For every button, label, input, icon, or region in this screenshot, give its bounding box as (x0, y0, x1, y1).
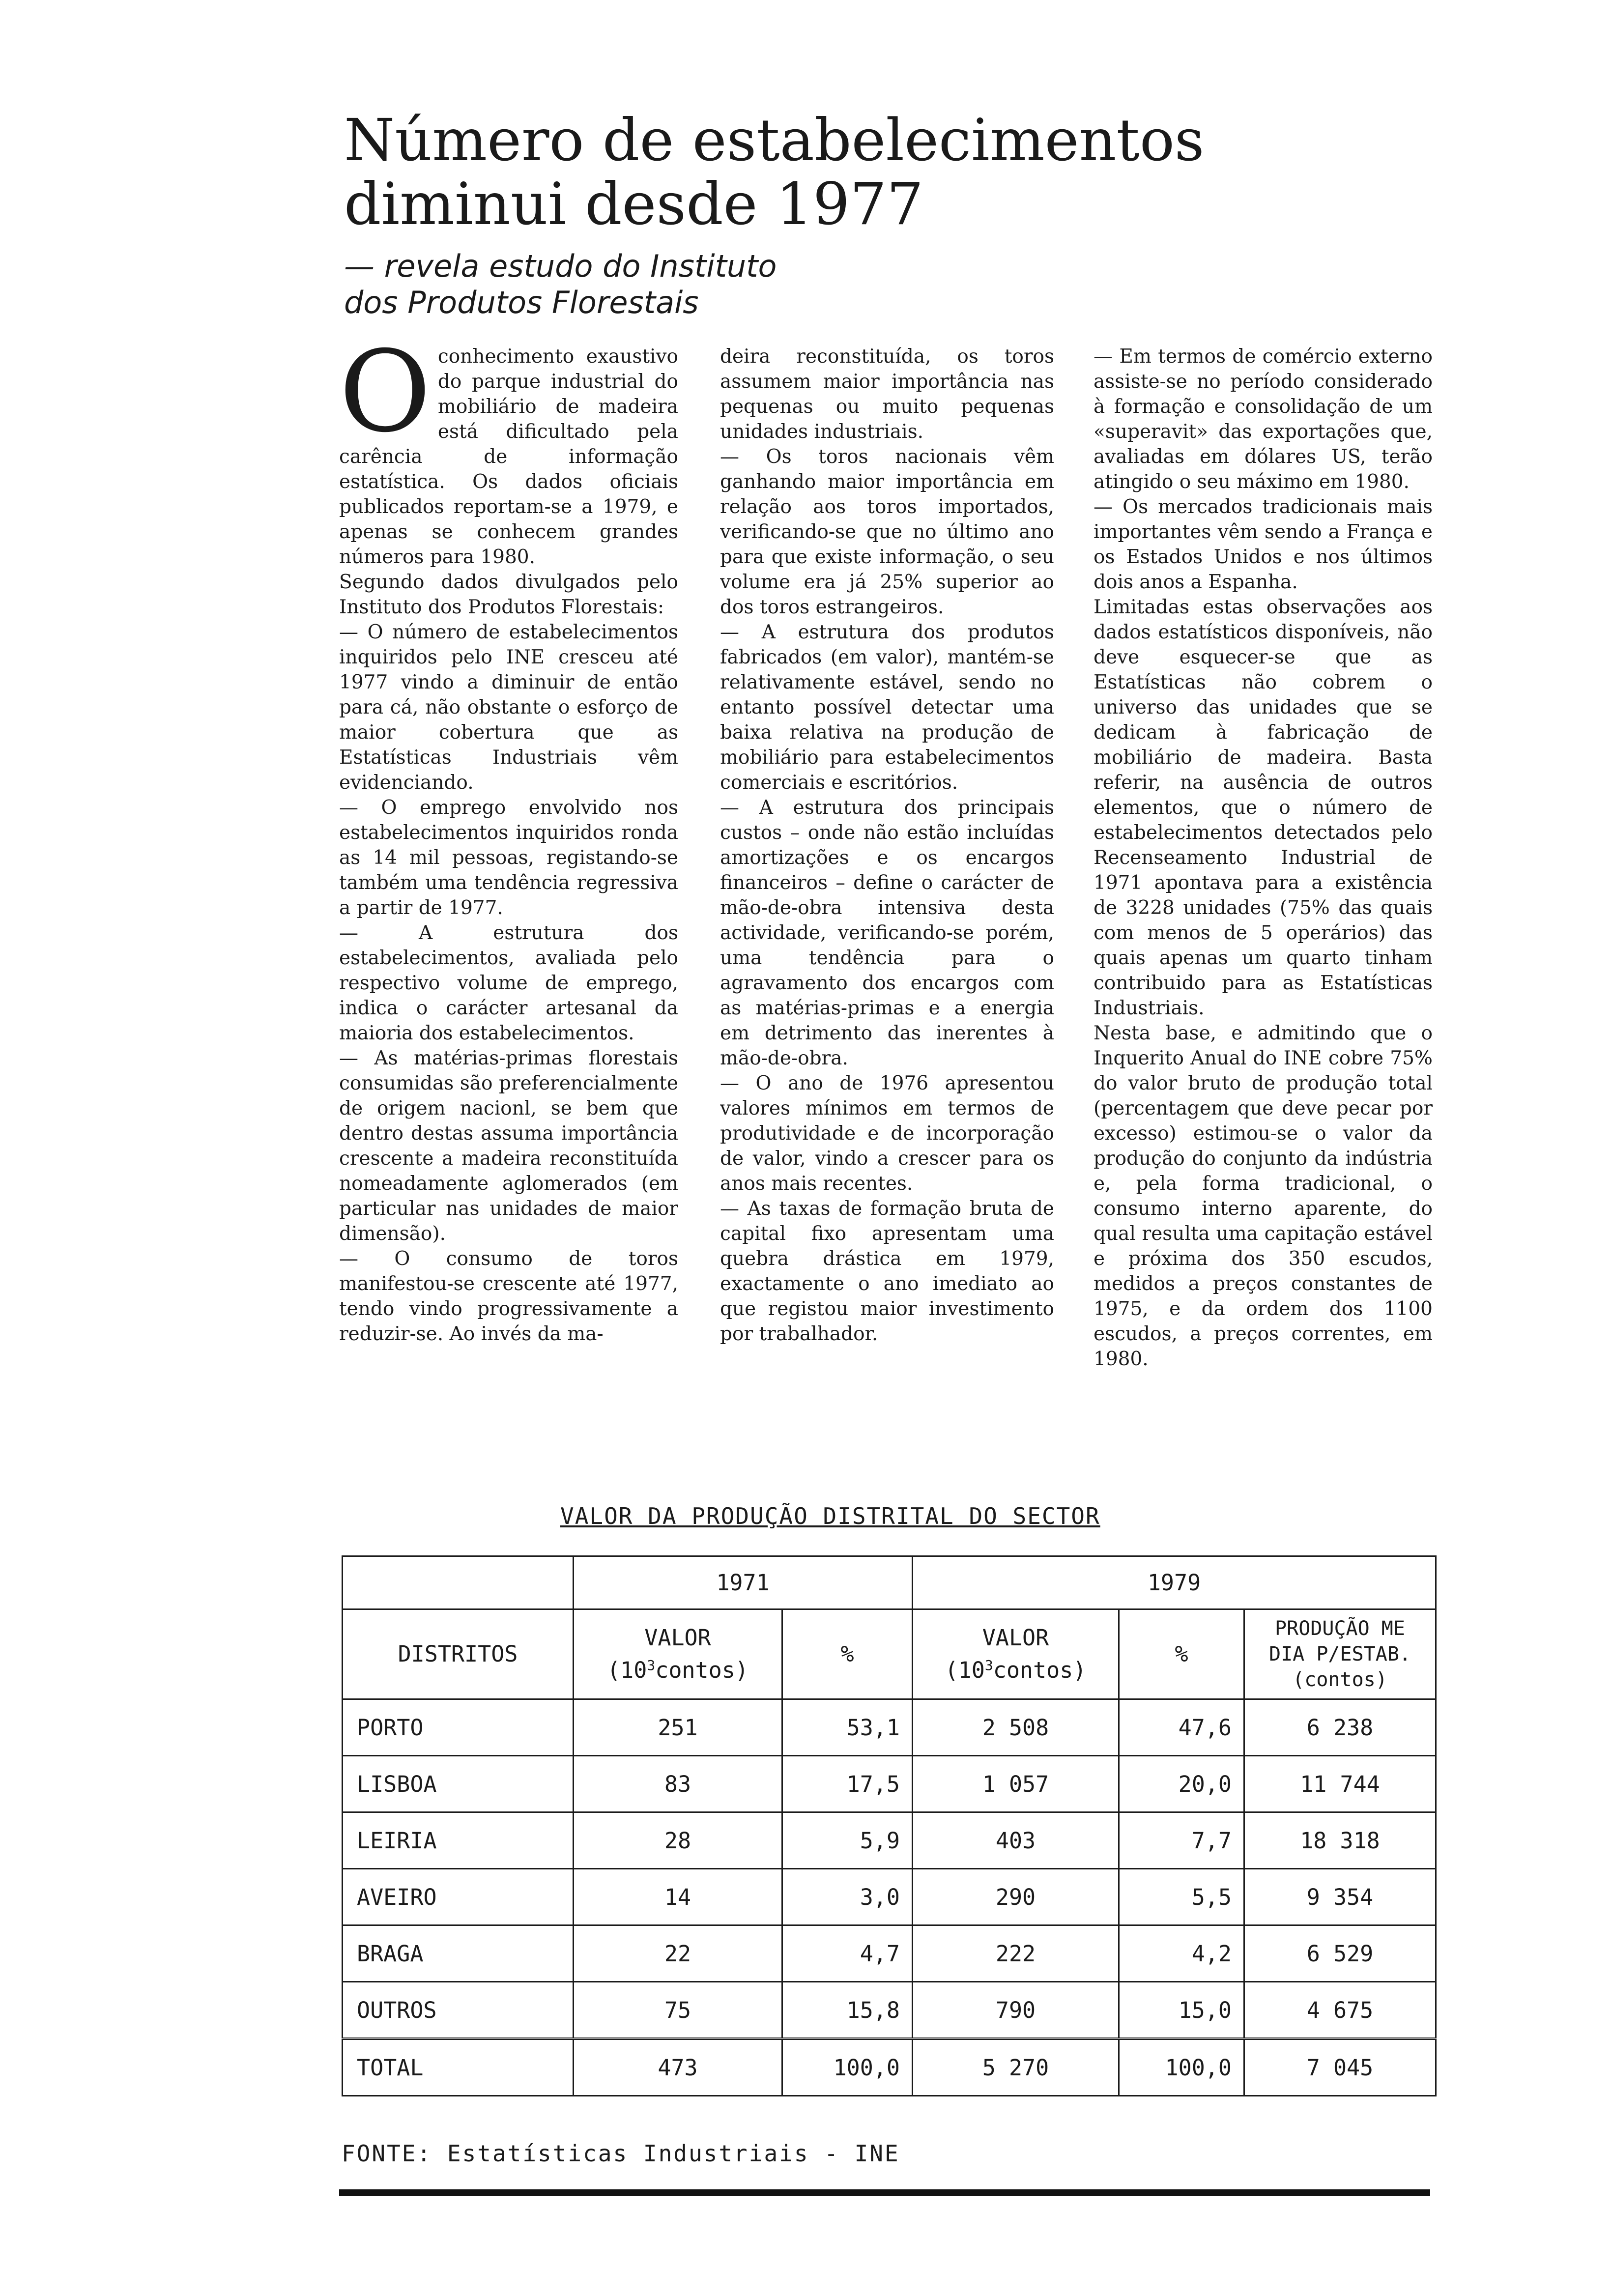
percent-1971-cell: 3,0 (782, 1869, 913, 1925)
paragraph: — A estrutura dos principais custos – onde não estão incluídas amortizações e os encargos financeiros – define o carácter de mão-de-obra intensiva desta actividade, verificando-se porém, uma tendência para o agravamento dos encargos com as matérias-primas e a energia em detrimento das inerentes à mão-de-obra. (720, 797, 1054, 1069)
value-1971-column-header (574, 1609, 782, 1699)
value-1979-column-header (913, 1609, 1119, 1699)
paragraph: — Os mercados tradicionais mais importantes vêm sendo a França e os Estados Unidos e nos últimos dois anos a Espanha. (1094, 496, 1433, 593)
district-name-cell: LEIRIA (343, 1812, 574, 1869)
district-name-cell: AVEIRO (343, 1869, 574, 1925)
table-total-row (343, 2039, 1436, 2096)
table-row (343, 1925, 1436, 1982)
district-name-cell: PORTO (343, 1699, 574, 1756)
headline-line-2: diminui desde 1977 (344, 170, 924, 238)
value-header-unit-a: (10 (607, 1657, 647, 1683)
average-production-cell: 9 354 (1244, 1869, 1436, 1925)
value-1971-cell: 75 (574, 1982, 782, 2039)
value-header-exponent: 3 (647, 1657, 656, 1673)
percent-1979-cell: 100,0 (1119, 2039, 1244, 2096)
percent-1971-cell: 100,0 (782, 2039, 913, 2096)
paragraph: Nesta base, e admitindo que o Inquerito Anual do INE cobre 75% do valor bruto de produção total (percentagem que deve pecar por excesso) estimou-se o valor da produção do conjunto da indústria e, pela forma tradicional, o consumo interno aparente, do qual resulta uma capitação estável e próxima dos 350 escudos, medidos a preços constantes de 1975, e da ordem dos 1100 escudos, a preços correntes, em 1980. (1094, 1022, 1433, 1370)
value-1979-cell: 1 057 (913, 1756, 1119, 1812)
paragraph: — O ano de 1976 apresentou valores mínimos em termos de produtividade e de incorporação de valor, vindo a crescer para os anos mais recentes. (720, 1072, 1054, 1195)
value-1979-cell: 290 (913, 1869, 1119, 1925)
percent-1971-cell: 17,5 (782, 1756, 913, 1812)
districts-column-header: DISTRITOS (343, 1609, 574, 1699)
percent-1971-cell: 4,7 (782, 1925, 913, 1982)
subtitle-line-1: — revela estudo do Instituto (344, 248, 777, 284)
average-header-line-1: PRODUÇÃO ME (1275, 1617, 1405, 1640)
average-header-line-3: (contos) (1293, 1668, 1387, 1691)
percent-1971-column-header: % (782, 1609, 913, 1699)
percent-1971-cell: 53,1 (782, 1699, 913, 1756)
subtitle-line-2: dos Produtos Florestais (344, 285, 699, 320)
value-1971-cell: 473 (574, 2039, 782, 2096)
table-title: VALOR DA PRODUÇÃO DISTRITAL DO SECTOR (560, 1503, 1100, 1529)
average-production-cell: 6 238 (1244, 1699, 1436, 1756)
paragraph: deira reconstituída, os toros assumem maior importância nas pequenas ou muito pequenas unidades industriais. (720, 345, 1054, 443)
value-1971-cell: 14 (574, 1869, 782, 1925)
table-row (343, 1812, 1436, 1869)
year-1979-header: 1979 (913, 1556, 1436, 1609)
paragraph: — As taxas de formação bruta de capital fixo apresentam uma quebra drástica em 1979, exactamente o ano imediato ao que registou maior investimento por trabalhador. (720, 1198, 1054, 1345)
paragraph: — O emprego envolvido nos estabelecimentos inquiridos ronda as 14 mil pessoas, registando-se também uma tendência regressiva a partir de 1977. (339, 797, 678, 919)
headline-line-1: Número de estabelecimentos (344, 106, 1205, 174)
year-1971-header: 1971 (574, 1556, 913, 1609)
table-year-row (343, 1556, 1436, 1609)
table-header-row (343, 1609, 1436, 1699)
value-1971-cell: 83 (574, 1756, 782, 1812)
bottom-divider-rule (339, 2189, 1430, 2196)
value-1979-cell: 403 (913, 1812, 1119, 1869)
paragraph: Limitadas estas observações aos dados estatísticos disponíveis, não deve esquecer-se que as Estatísticas não cobrem o universo das unidades que se dedicam à fabricação de mobiliário de madeira. Basta referir, na ausência de outros elementos, que o número de estabelecimentos detectados pelo Recenseamento Industrial de 1971 apontava para a existência de 3228 unidades (75% das quais com menos de 5 operários) das quais apenas um quarto tinham contribuido para as Estatísticas Industriais. (1094, 596, 1433, 1019)
paragraph: — A estrutura dos estabelecimentos, avaliada pelo respectivo volume de emprego, indica o carácter artesanal da maioria dos estabelecimentos. (339, 922, 678, 1044)
value-1979-cell: 222 (913, 1925, 1119, 1982)
average-header-line-2: DIA P/ESTAB. (1269, 1643, 1411, 1665)
percent-1979-cell: 15,0 (1119, 1982, 1244, 2039)
value-header-label: VALOR (982, 1625, 1049, 1651)
average-production-cell: 7 045 (1244, 2039, 1436, 2096)
article-column-2 (720, 344, 1054, 1489)
paragraph: — A estrutura dos produtos fabricados (em valor), mantém-se relativamente estável, sendo no entanto possível detectar uma baixa relativa na produção de mobiliário para estabelecimentos comerciais e escritórios. (720, 621, 1054, 794)
percent-1971-cell: 5,9 (782, 1812, 913, 1869)
average-production-cell: 4 675 (1244, 1982, 1436, 2039)
percent-1979-cell: 7,7 (1119, 1812, 1244, 1869)
district-name-cell: LISBOA (343, 1756, 574, 1812)
value-1979-cell: 2 508 (913, 1699, 1119, 1756)
percent-1979-cell: 47,6 (1119, 1699, 1244, 1756)
table-source-note: FONTE: Estatísticas Industriais - INE (342, 2140, 900, 2167)
value-header-exponent: 3 (984, 1657, 993, 1673)
paragraph: Segundo dados divulgados pelo Instituto dos Produtos Florestais: (339, 571, 678, 618)
percent-1979-cell: 5,5 (1119, 1869, 1244, 1925)
district-name-cell: OUTROS (343, 1982, 574, 2039)
district-name-cell: BRAGA (343, 1925, 574, 1982)
district-name-cell: TOTAL (343, 2039, 574, 2096)
article-column-1 (339, 344, 678, 1489)
average-production-cell: 18 318 (1244, 1812, 1436, 1869)
percent-1979-column-header: % (1119, 1609, 1244, 1699)
value-1971-cell: 28 (574, 1812, 782, 1869)
percent-1979-cell: 4,2 (1119, 1925, 1244, 1982)
article-headline (344, 108, 1229, 236)
paragraph: conhecimento exaustivo do parque industrial do mobiliário de madeira está dificultado pela carência de informação estatística. Os dados oficiais publicados reportam-se a 1979, e apenas se conhecem grandes números para 1980. (339, 345, 678, 568)
value-header-unit-a: (10 (945, 1657, 985, 1683)
table-row (343, 1756, 1436, 1812)
paragraph: — Os toros nacionais vêm ganhando maior importância em relação aos toros importados, verificando-se que no último ano para que existe informação, o seu volume era já 25% superior ao dos toros estrangeiros. (720, 446, 1054, 618)
value-1971-cell: 251 (574, 1699, 782, 1756)
empty-corner-cell (343, 1556, 574, 1609)
value-header-label: VALOR (644, 1625, 711, 1651)
table-row (343, 1869, 1436, 1925)
article-column-3 (1094, 344, 1433, 1489)
table-row (343, 1699, 1436, 1756)
value-1979-cell: 5 270 (913, 2039, 1119, 2096)
average-production-column-header (1244, 1609, 1436, 1699)
table-row (343, 1982, 1436, 2039)
percent-1979-cell: 20,0 (1119, 1756, 1244, 1812)
drop-cap: O (339, 344, 431, 457)
paragraph: — O número de estabelecimentos inquiridos pelo INE cresceu até 1977 vindo a diminuir de então para cá, não obstante o esforço de maior cobertura que as Estatísticas Industriais vêm evidenciando. (339, 621, 678, 794)
percent-1971-cell: 15,8 (782, 1982, 913, 2039)
paragraph: — As matérias-primas florestais consumidas são preferencialmente de origem nacionl, se bem que dentro destas assuma importância crescente a madeira reconstituída nomeadamente aglomerados (em particular nas unidades de maior dimensão). (339, 1047, 678, 1245)
value-header-unit-b: contos) (655, 1657, 748, 1683)
article-subtitle (344, 248, 983, 321)
value-1971-cell: 22 (574, 1925, 782, 1982)
average-production-cell: 11 744 (1244, 1756, 1436, 1812)
district-production-table (342, 1555, 1437, 2096)
value-1979-cell: 790 (913, 1982, 1119, 2039)
value-header-unit-b: contos) (993, 1657, 1087, 1683)
average-production-cell: 6 529 (1244, 1925, 1436, 1982)
paragraph: — Em termos de comércio externo assiste-se no período considerado à formação e consolidação de um «superavit» das exportações que, avaliadas em dólares US, terão atingido o seu máximo em 1980. (1094, 345, 1433, 493)
paragraph: — O consumo de toros manifestou-se crescente até 1977, tendo vindo progressivamente a reduzir-se. Ao invés da ma- (339, 1248, 678, 1345)
